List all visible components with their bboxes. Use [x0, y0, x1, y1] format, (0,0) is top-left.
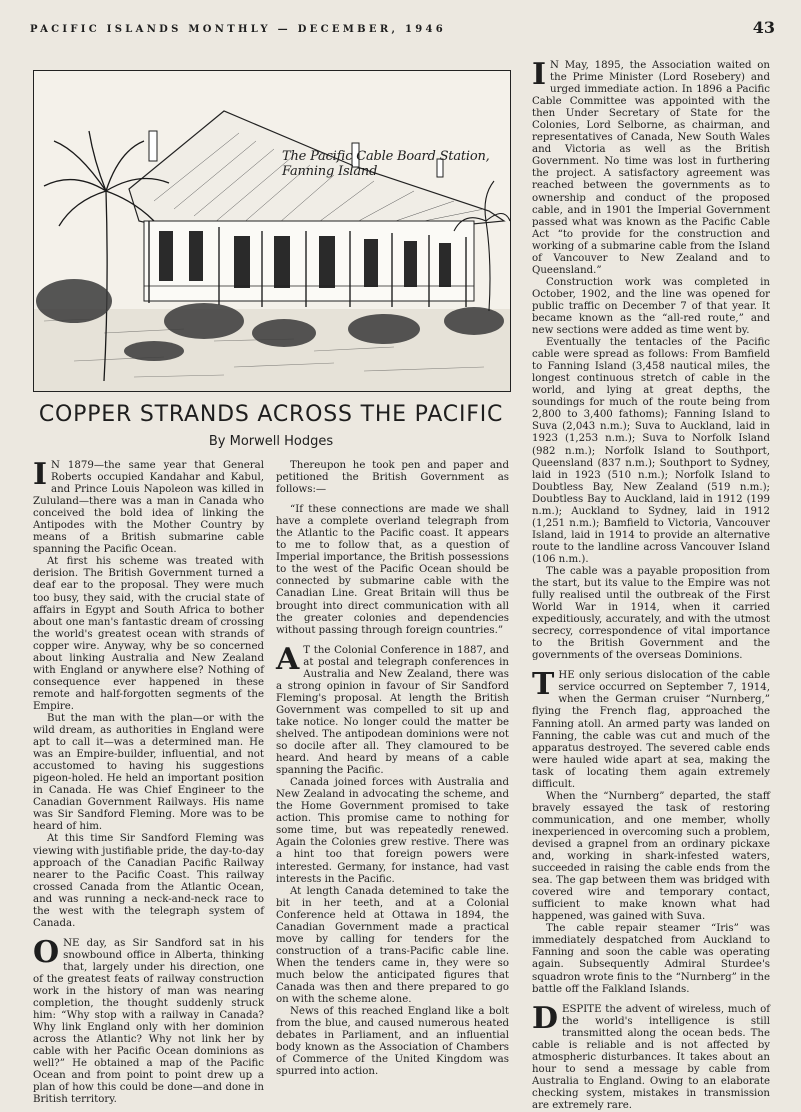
running-head: PACIFIC ISLANDS MONTHLY — DECEMBER, 1946 [30, 24, 447, 35]
paragraph: At this time Sir Sandford Fleming was viewing with justifiable pride, the day-to-day approach of the Canadian Pacific Railway nearer to the Pacific Coast. This railway crossed Canada from the Atlantic Ocean, and was running a neck-and-neck race to the west with the telegraph system of Canada. [33, 833, 264, 929]
page-header [30, 18, 775, 48]
text-column-3 [532, 57, 770, 1111]
text-column-1 [33, 457, 264, 1106]
paragraph: But the man with the plan—or with the wild dream, as authorities in England were apt to call it—was a determined man. He was an Empire-builder, influential, and not accustomed to having his suggestions pigeon-holed. He held an important position in Canada. He was Chief Engineer to the Canadian Government Railways. His name was Sir Sandford Fleming. More was to be heard of him. [33, 712, 264, 833]
illustration-caption: The Pacific Cable Board Station, Fanning Island [282, 149, 490, 179]
drop-cap: T [532, 667, 555, 703]
paragraph: A T the Colonial Conference in 1887, and at postal and telegraph conferences in Australia and New Zealand, there was a strong opinion in favour of Sir Sandford Fleming's proposal. At length the British Government was compelled to sit up and take notice. No longer could the matter be shelved. The antipodean dominions were not so docile after all. They clamoured to be heard. And heard by means of a cable spanning the Pacific. [276, 641, 509, 777]
paragraph: The cable was a payable proposition from the start, but its value to the Empire was not fully realised until the outbreak of the First World War in 1914, when it carried expeditiously, accurately, and with the utmost secrecy, correspondence of vital importance to the British Government and the governments of the overseas Dominions. [532, 565, 770, 662]
drop-cap: A [276, 641, 300, 677]
paragraph: When the “Nurnberg” departed, the staff bravely essayed the task of restoring communication, and one member, wholly inexperienced in overcoming such a problem, devised a grapnel from an ordinary pickaxe and, working in shark-infested waters, succeeded in raising the cable ends from the sea. The gap between them was bridged with covered wire and temporary contact, sufficient to make known what had happened, was gained with Suva. [532, 790, 770, 923]
drop-cap: I [532, 57, 547, 92]
paragraph: DESPITE the advent of wireless, much of the world's intelligence is still transmitted along the ocean beds. The cable is reliable and is not affected by atmospheric disturbances. It takes about an hour to send a message by cable from Australia to England. Owing to an elaborate checking system, mistakes in transmission are extremely rare. [532, 1000, 770, 1111]
paragraph: I N 1879—the same year that General Roberts occupied Kandahar and Kabul, and Prince Louis Napoleon was killed in Zululand—there was a man in Canada who conceived the bold idea of linking the Antipodes with the Mother Country by means of a British submarine cable spanning the Pacific Ocean. [33, 457, 264, 556]
paragraph: The cable repair steamer “Iris” was immediately despatched from Auckland to Fanning and soon the cable was operating again. Subsequently Admiral Sturdee's squadron wrote finis to the “Nurnberg” in the battle off the Falkland Islands. [532, 923, 770, 995]
drop-cap: D [532, 1000, 559, 1036]
paragraph: Eventually the tentacles of the Pacific cable were spread as follows: From Bamfield to Fanning Island (3,458 nautical miles, the longest continuous stretch of cable in the world, and lying at great depths, the soundings for much of the route being from 2,800 to 3,400 fathoms); Fanning Island to Suva (2,043 n.m.); Suva to Auckland, laid in 1923 (1,253 n.m.); Suva to Norfolk Island (982 n.m.); Norfolk Island to Southport, Queensland (837 n.m.); Southport to Sydney, laid in 1923 (510 n.m.); Norfolk Island to Doubtless Bay, New Zealand (519 n.m.); Doubtless Bay to Auckland, laid in 1912 (199 n.m.); Auckland to Sydney, laid in 1912 (1,251 n.m.); Bamfield to Victoria, Vancouver Island, laid in 1914 to provide an alternative route to the landline across Vancouver Island (106 n.m.). [532, 337, 770, 565]
paragraph: At length Canada detemined to take the bit in her teeth, and at a Colonial Conference held at Ottawa in 1894, the Canadian Government made a practical move by calling for tenders for the construction of a trans-Pacific cable line. When the tenders came in, they were so much below the anticipated figures that Canada was then and there prepared to go on with the scheme alone. [276, 885, 509, 1006]
cable-station-drawing [34, 71, 510, 391]
drop-cap: O [33, 934, 60, 970]
drop-cap: I [33, 457, 48, 492]
paragraph: I N May, 1895, the Association waited on the Prime Minister (Lord Rosebery) and urged immediate action. In 1896 a Pacific Cable Committee was appointed with the then Under Secretary of State for the Colonies, Lord Selborne, as chairman, and representatives of Canada, New South Wales and Victoria as well as the British Government. No time was lost in furthering the project. A satisfactory agreement was reached between the governments as to ownership and conduct of the proposed cable, and in 1901 the Imperial Government passed what was known as the Pacific Cable Act “to provide for the construction and working of a submarine cable from the Island of Vancouver to New Zealand and to Queensland.” [532, 57, 770, 276]
paragraph: Canada joined forces with Australia and New Zealand in advocating the scheme, and the Home Government promised to take action. This promise came to nothing for some time, but was repeatedly renewed. Again the Colonies grew restive. There was a hint too that foreign powers were interested. Germany, for instance, had vast interests in the Pacific. [276, 777, 509, 885]
paragraph: News of this reached England like a bolt from the blue, and caused numerous heated debates in Parliament, and an influential body known as the Association of Chambers of Commerce of the United Kingdom was spurred into action. [276, 1006, 509, 1078]
paragraph: Thereupon he took pen and paper and petitioned the British Government as follows:— [276, 460, 509, 496]
illustration [33, 70, 511, 392]
paragraph: At first his scheme was treated with derision. The British Government turned a deaf ear to the proposal. They were much too busy, they said, with the crucial state of affairs in Egypt and South Africa to bother about one man's fantastic dream of crossing the world's greatest ocean with strands of copper wire. Anyway, why be so concerned about linking Australia and New Zealand with England or anywhere else? Nothing of consequence ever happened in these remote and half-forgotten segments of the Empire. [33, 556, 264, 712]
article-headline: COPPER STRANDS ACROSS THE PACIFIC [38, 402, 504, 427]
text-column-2 [276, 460, 509, 1078]
paragraph: ONE day, as Sir Sandford sat in his snowbound office in Alberta, thinking that, largely under his direction, one of the greatest feats of railway construction work in the history of man was nearing completion, the thought suddenly struck him: “Why stop with a railway in Canada? Why link England only with her dominion across the Atlantic? Why not link her by cable with her Pacific Ocean dominions as well?” He obtained a map of the Pacific Ocean and from point to point drew up a plan of how this could be done—and done in British territory. [33, 934, 264, 1106]
paragraph: Construction work was completed in October, 1902, and the line was opened for public traffic on December 7 of that year. It became known as the “all-red route,” and new sections were added as time went by. [532, 276, 770, 337]
quoted-petition: “If these connections are made we shall have a complete overland telegraph from the Atlantic to the Pacific coast. It appears to me to follow that, as a question of Imperial importance, the British possessions to the west of the Pacific Ocean should be connected by submarine cable with the Canadian Line. Great Britain will thus be brought into direct communication with all the greater colonies and dependencies without passing through foreign countries.” [276, 504, 509, 636]
page-number: 43 [752, 18, 775, 37]
article-byline: By Morwell Hodges [208, 434, 334, 449]
paragraph: THE only serious dislocation of the cable service occurred on September 7, 1914, when the German cruiser “Nurnberg,” flying the French flag, approached the Fanning atoll. An armed party was landed on Fanning, the cable was cut and much of the apparatus destroyed. The severed cable ends were hauled wide apart at sea, making the task of locating them again extremely difficult. [532, 667, 770, 790]
